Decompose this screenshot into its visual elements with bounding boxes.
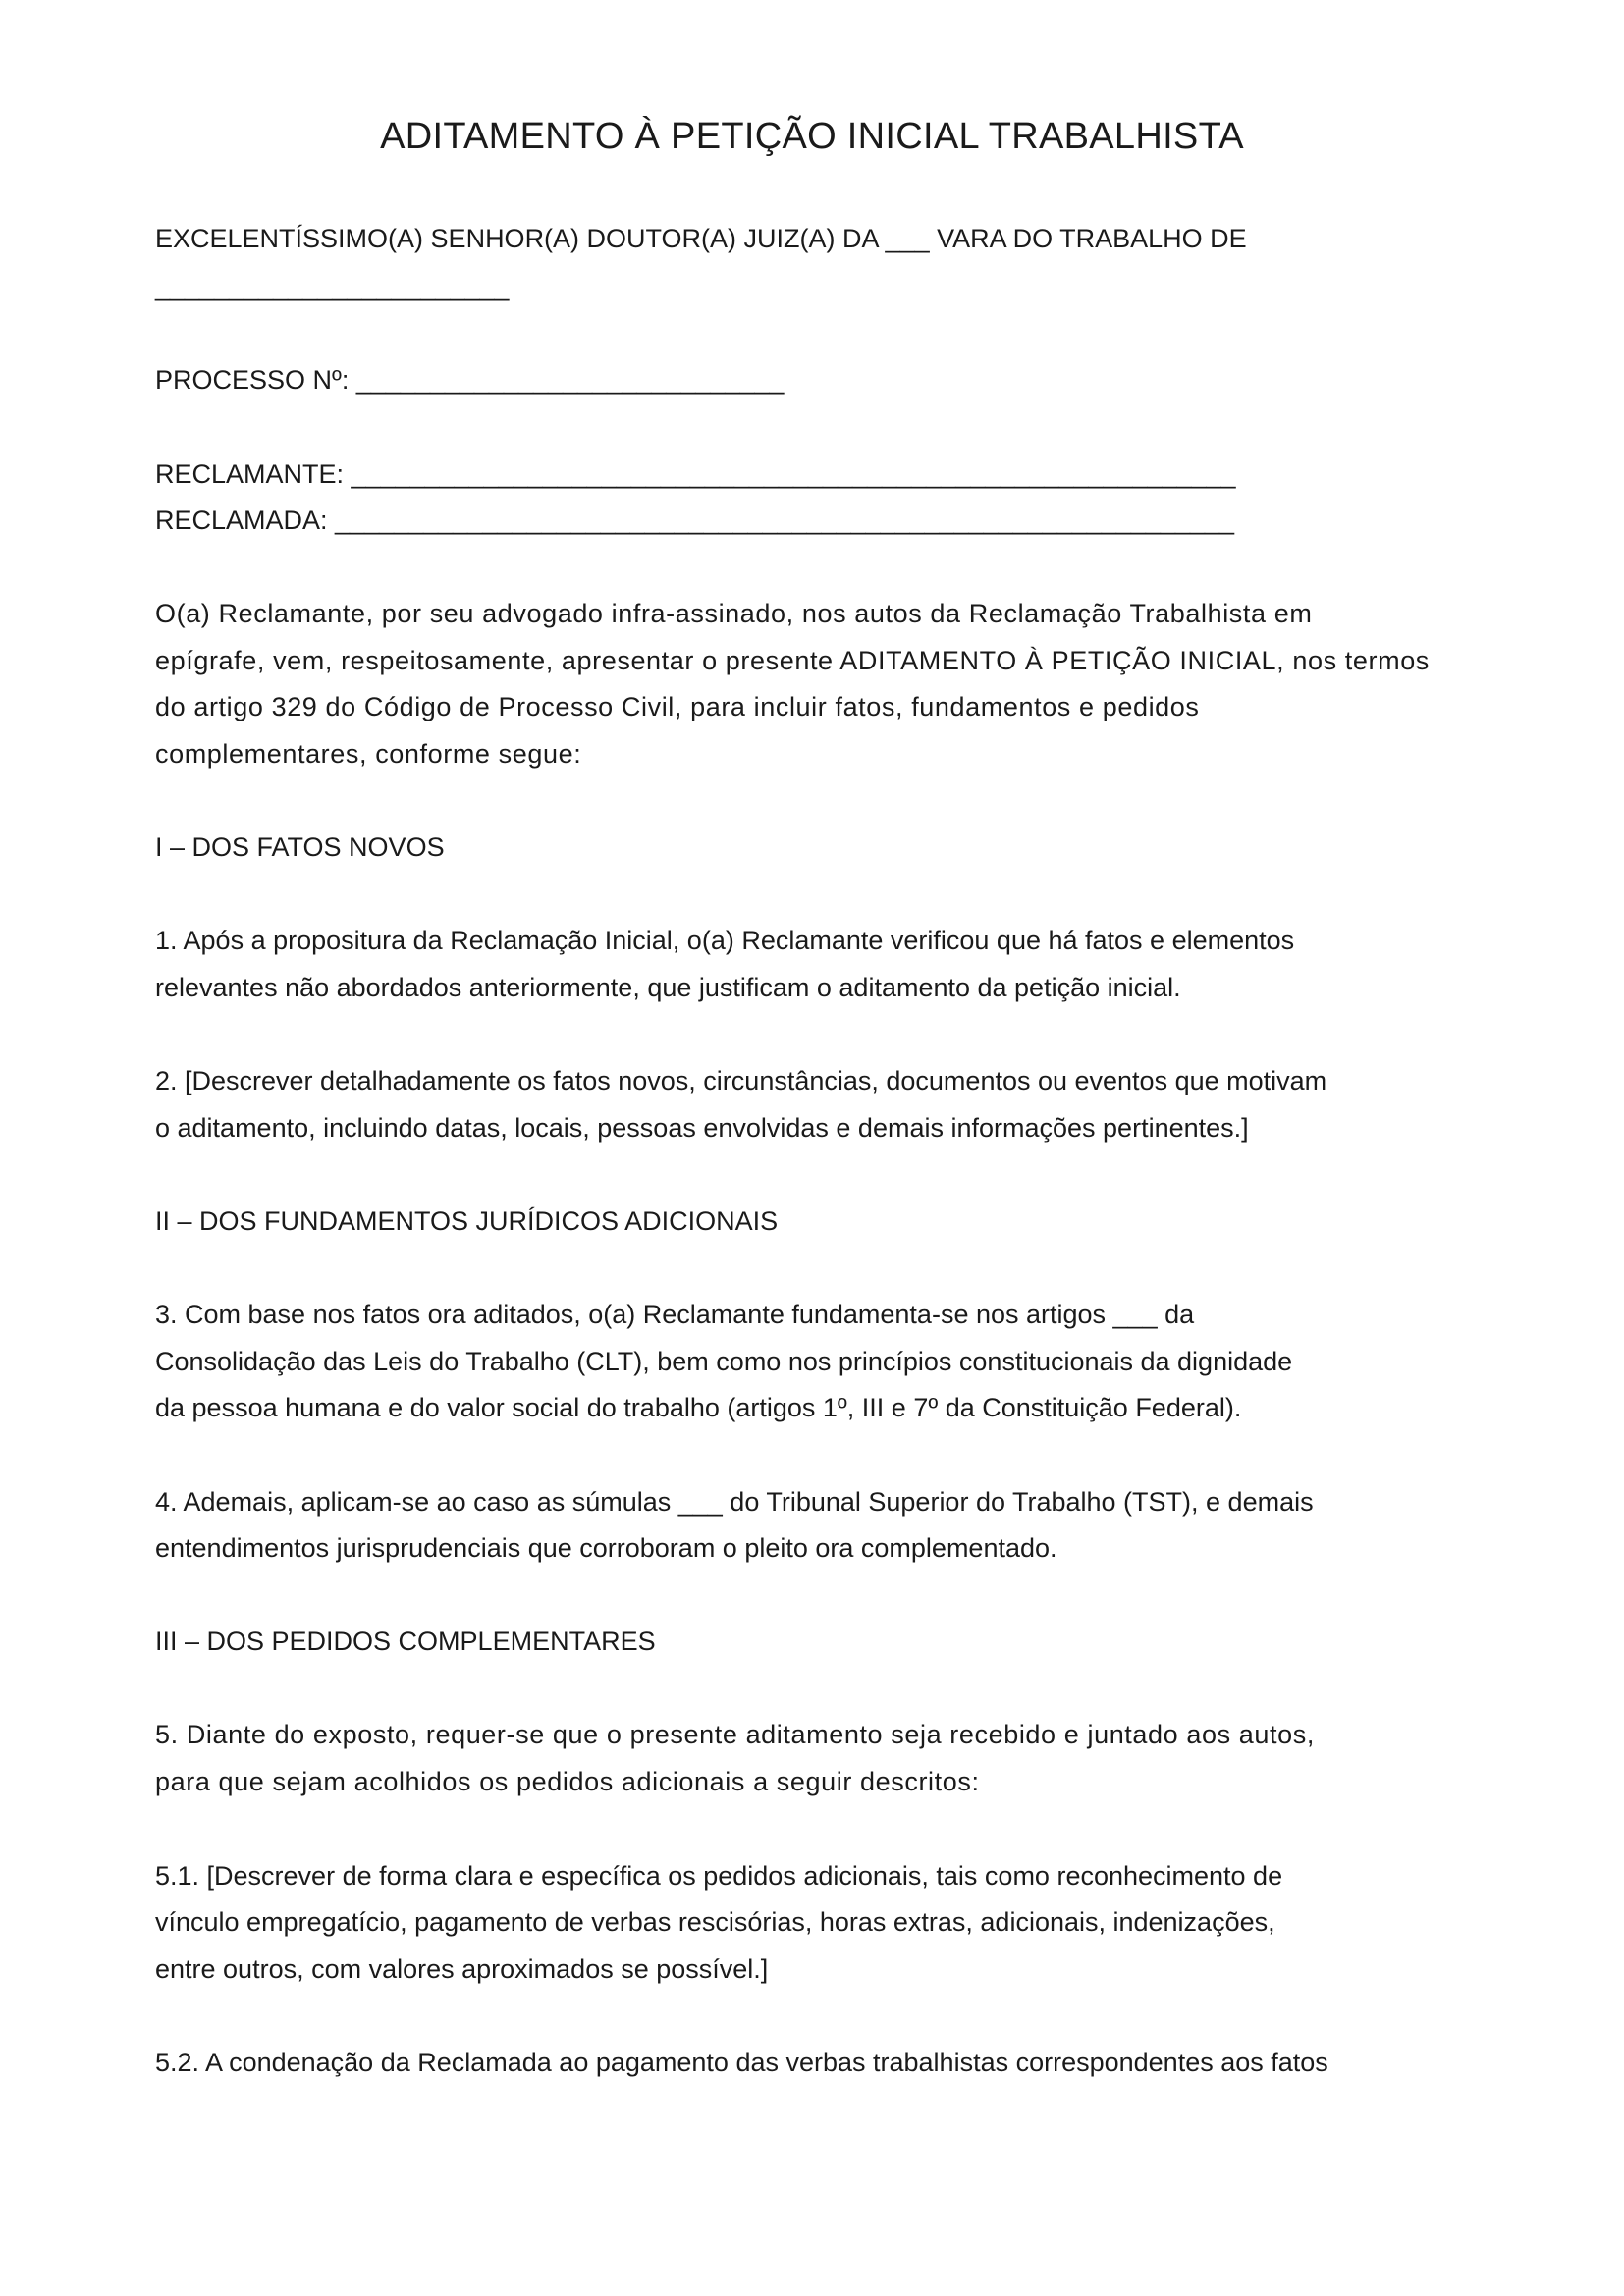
document-title: ADITAMENTO À PETIÇÃO INICIAL TRABALHISTA xyxy=(380,116,1244,157)
paragraph-2-line: o aditamento, incluindo datas, locais, pessoas envolvidas e demais informações pertinentes.] xyxy=(155,1113,1249,1143)
intro-line: do artigo 329 do Código de Processo Civil, para incluir fatos, fundamentos e pedidos xyxy=(155,692,1200,721)
section-heading-fundamentos: II – DOS FUNDAMENTOS JURÍDICOS ADICIONAIS xyxy=(155,1206,779,1236)
paragraph-1-line: relevantes não abordados anteriormente, que justificam o aditamento da petição inicial. xyxy=(155,973,1181,1002)
paragraph-5-1-line: entre outros, com valores aproximados se possível.] xyxy=(155,1954,769,1984)
section-heading-pedidos: III – DOS PEDIDOS COMPLEMENTARES xyxy=(155,1627,656,1656)
addressee-line-1: EXCELENTÍSSIMO(A) SENHOR(A) DOUTOR(A) JUIZ(A) DA ___ VARA DO TRABALHO DE xyxy=(155,224,1247,253)
section-heading-fatos: I – DOS FATOS NOVOS xyxy=(155,832,445,862)
paragraph-5-line: 5. Diante do exposto, requer-se que o presente aditamento seja recebido e juntado aos autos, xyxy=(155,1720,1315,1749)
processo-field: PROCESSO Nº: _____________________________ xyxy=(155,365,785,395)
intro-line: epígrafe, vem, respeitosamente, apresentar o presente ADITAMENTO À PETIÇÃO INICIAL, nos termos xyxy=(155,646,1430,675)
paragraph-3-line: da pessoa humana e do valor social do trabalho (artigos 1º, III e 7º da Constituição Federal). xyxy=(155,1393,1242,1422)
paragraph-5-1-line: 5.1. [Descrever de forma clara e específica os pedidos adicionais, tais como reconhecimento de xyxy=(155,1861,1283,1891)
intro-line: O(a) Reclamante, por seu advogado infra-assinado, nos autos da Reclamação Trabalhista em xyxy=(155,599,1313,628)
paragraph-4-line: entendimentos jurisprudenciais que corroboram o pleito ora complementado. xyxy=(155,1533,1057,1563)
paragraph-3-line: Consolidação das Leis do Trabalho (CLT), bem como nos princípios constitucionais da dignidade xyxy=(155,1347,1293,1376)
intro-line: complementares, conforme segue: xyxy=(155,739,582,769)
reclamante-field: RECLAMANTE: ____________________________________________________________ xyxy=(155,459,1236,489)
paragraph-5-1-line: vínculo empregatício, pagamento de verbas rescisórias, horas extras, adicionais, indenizações, xyxy=(155,1907,1275,1937)
addressee-line-2: ________________________ xyxy=(155,272,510,301)
paragraph-5-2-line: 5.2. A condenação da Reclamada ao pagamento das verbas trabalhistas correspondentes aos fatos xyxy=(155,2048,1328,2077)
paragraph-1-line: 1. Após a propositura da Reclamação Inicial, o(a) Reclamante verificou que há fatos e elementos xyxy=(155,926,1295,955)
paragraph-5-line: para que sejam acolhidos os pedidos adicionais a seguir descritos: xyxy=(155,1767,980,1796)
reclamada-field: RECLAMADA: _____________________________________________________________ xyxy=(155,506,1235,535)
paragraph-3-line: 3. Com base nos fatos ora aditados, o(a) Reclamante fundamenta-se nos artigos ___ da xyxy=(155,1300,1195,1329)
paragraph-2-line: 2. [Descrever detalhadamente os fatos novos, circunstâncias, documentos ou eventos que motivam xyxy=(155,1066,1327,1095)
paragraph-4-line: 4. Ademais, aplicam-se ao caso as súmulas ___ do Tribunal Superior do Trabalho (TST), e demais xyxy=(155,1487,1314,1517)
